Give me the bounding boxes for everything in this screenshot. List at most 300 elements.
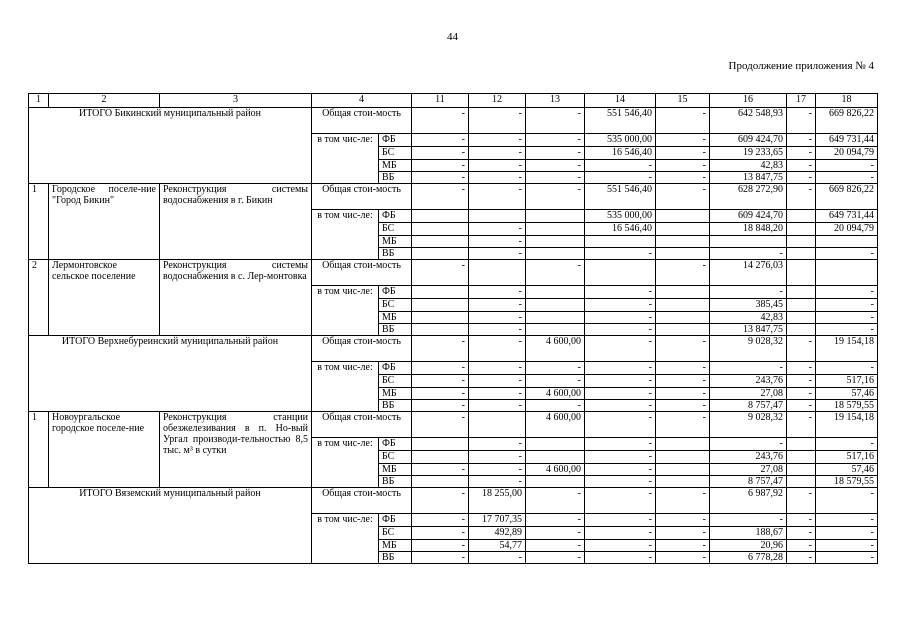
value-cell (787, 312, 816, 324)
value-cell: - (469, 236, 526, 248)
value-cell: - (412, 184, 469, 210)
value-cell: - (469, 400, 526, 412)
value-cell: - (656, 540, 710, 552)
value-cell (412, 476, 469, 488)
value-cell (656, 451, 710, 464)
value-cell: - (585, 299, 656, 312)
value-cell: 54,77 (469, 540, 526, 552)
value-cell: - (656, 400, 710, 412)
value-cell: - (787, 514, 816, 527)
value-cell: - (469, 172, 526, 184)
value-cell: - (412, 134, 469, 147)
value-cell (656, 324, 710, 336)
value-cell: - (656, 552, 710, 564)
value-cell: - (656, 375, 710, 388)
value-cell: 9 028,32 (710, 412, 787, 438)
total-cost-label: Общая стои-мость (312, 488, 412, 514)
value-cell: - (469, 336, 526, 362)
value-cell: - (469, 312, 526, 324)
value-cell (526, 451, 585, 464)
including-label: в том чис-ле: (312, 362, 379, 412)
value-cell: - (656, 172, 710, 184)
value-cell (787, 299, 816, 312)
including-label: в том чис-ле: (312, 438, 379, 488)
value-cell: 20 094,79 (816, 147, 878, 160)
value-cell: - (469, 451, 526, 464)
value-cell: - (585, 336, 656, 362)
value-cell: - (656, 488, 710, 514)
value-cell: - (787, 184, 816, 210)
value-cell: - (469, 147, 526, 160)
column-header: 1 (29, 94, 49, 108)
value-cell: 535 000,00 (585, 210, 656, 223)
fund-code: МБ (379, 464, 412, 476)
fund-code: БС (379, 527, 412, 540)
column-header: 11 (412, 94, 469, 108)
value-cell: - (469, 464, 526, 476)
value-cell: - (526, 514, 585, 527)
value-cell (787, 286, 816, 299)
value-cell (656, 210, 710, 223)
value-cell (656, 236, 710, 248)
value-cell: - (469, 552, 526, 564)
value-cell: - (816, 248, 878, 260)
district-total-label: ИТОГО Бикинский муниципальный район (29, 108, 312, 184)
value-cell: - (526, 184, 585, 210)
value-cell: 8 757,47 (710, 476, 787, 488)
including-label: в том чис-ле: (312, 134, 379, 184)
value-cell: - (585, 464, 656, 476)
value-cell: 20 094,79 (816, 223, 878, 236)
value-cell: 17 707,35 (469, 514, 526, 527)
value-cell: 551 546,40 (585, 184, 656, 210)
value-cell: - (526, 488, 585, 514)
fund-code: БС (379, 147, 412, 160)
value-cell (656, 312, 710, 324)
value-cell: - (656, 362, 710, 375)
value-cell: - (656, 260, 710, 286)
column-header: 13 (526, 94, 585, 108)
value-cell: - (526, 134, 585, 147)
value-cell: - (656, 514, 710, 527)
column-header: 14 (585, 94, 656, 108)
value-cell (412, 248, 469, 260)
value-cell (412, 438, 469, 451)
value-cell (656, 286, 710, 299)
value-cell: - (787, 488, 816, 514)
value-cell (816, 236, 878, 248)
value-cell: - (412, 552, 469, 564)
value-cell: - (526, 108, 585, 134)
fund-code: ФБ (379, 438, 412, 451)
value-cell: - (585, 540, 656, 552)
value-cell (787, 236, 816, 248)
district-total-label: ИТОГО Верхнебуреинский муниципальный район (29, 336, 312, 412)
value-cell: - (469, 223, 526, 236)
value-cell: - (816, 286, 878, 299)
value-cell (787, 260, 816, 286)
value-cell: - (412, 400, 469, 412)
value-cell: 492,89 (469, 527, 526, 540)
value-cell (656, 464, 710, 476)
fund-code: МБ (379, 160, 412, 172)
value-cell: 42,83 (710, 312, 787, 324)
value-cell: - (526, 527, 585, 540)
value-cell (412, 210, 469, 223)
value-cell: 13 847,75 (710, 172, 787, 184)
value-cell: - (412, 527, 469, 540)
value-cell: - (816, 172, 878, 184)
value-cell: - (412, 108, 469, 134)
value-cell: 19 154,18 (816, 412, 878, 438)
value-cell: - (816, 362, 878, 375)
value-cell: 8 757,47 (710, 400, 787, 412)
value-cell: 9 028,32 (710, 336, 787, 362)
value-cell (526, 312, 585, 324)
value-cell (526, 286, 585, 299)
column-header: 16 (710, 94, 787, 108)
value-cell: - (585, 375, 656, 388)
fund-code: ФБ (379, 362, 412, 375)
value-cell: - (585, 172, 656, 184)
value-cell: - (816, 438, 878, 451)
value-cell: - (787, 552, 816, 564)
total-row (29, 336, 878, 362)
value-cell: - (412, 147, 469, 160)
appendix-continuation: Продолжение приложения № 4 (728, 60, 874, 72)
value-cell: - (526, 375, 585, 388)
value-cell (526, 324, 585, 336)
value-cell (816, 260, 878, 286)
value-cell: 609 424,70 (710, 210, 787, 223)
value-cell (787, 210, 816, 223)
value-cell: - (656, 160, 710, 172)
value-cell: - (469, 299, 526, 312)
value-cell: 649 731,44 (816, 210, 878, 223)
value-cell: - (656, 147, 710, 160)
value-cell: - (585, 514, 656, 527)
value-cell: - (710, 286, 787, 299)
value-cell: - (656, 388, 710, 400)
budget-table (28, 93, 878, 564)
column-header: 15 (656, 94, 710, 108)
value-cell: 517,16 (816, 451, 878, 464)
value-cell: - (787, 336, 816, 362)
value-cell: - (585, 312, 656, 324)
value-cell (787, 476, 816, 488)
value-cell: - (469, 362, 526, 375)
value-cell: - (469, 438, 526, 451)
value-cell: - (816, 324, 878, 336)
value-cell: 16 546,40 (585, 223, 656, 236)
value-cell (787, 223, 816, 236)
value-cell (526, 210, 585, 223)
value-cell (787, 451, 816, 464)
total-row (29, 488, 878, 514)
value-cell: 649 731,44 (816, 134, 878, 147)
value-cell: - (585, 488, 656, 514)
value-cell (526, 223, 585, 236)
value-cell: - (412, 464, 469, 476)
value-cell: 642 548,93 (710, 108, 787, 134)
value-cell: - (469, 375, 526, 388)
fund-code: МБ (379, 312, 412, 324)
value-cell: - (412, 172, 469, 184)
value-cell (526, 299, 585, 312)
column-header: 4 (312, 94, 412, 108)
project-name: Реконструкция системы водоснабжения в с. Лер-монтовка (160, 260, 312, 336)
value-cell: - (816, 552, 878, 564)
value-cell: - (816, 299, 878, 312)
row-number: 1 (29, 184, 49, 260)
fund-code: ВБ (379, 400, 412, 412)
value-cell: - (656, 108, 710, 134)
fund-code: ФБ (379, 286, 412, 299)
fund-code: ВБ (379, 552, 412, 564)
value-cell: - (787, 160, 816, 172)
value-cell: 243,76 (710, 375, 787, 388)
value-cell: - (787, 108, 816, 134)
value-cell: 628 272,90 (710, 184, 787, 210)
value-cell: 18 579,55 (816, 476, 878, 488)
including-label: в том чис-ле: (312, 514, 379, 564)
value-cell (787, 438, 816, 451)
total-cost-label: Общая стои-мость (312, 260, 412, 286)
value-cell: - (526, 172, 585, 184)
column-header: 12 (469, 94, 526, 108)
value-cell: - (412, 388, 469, 400)
district-total-label: ИТОГО Вяземский муниципальный район (29, 488, 312, 564)
value-cell: 57,46 (816, 464, 878, 476)
fund-code: ВБ (379, 324, 412, 336)
value-cell: - (412, 540, 469, 552)
value-cell: - (412, 260, 469, 286)
value-cell: 4 600,00 (526, 464, 585, 476)
value-cell: - (585, 476, 656, 488)
fund-code: ВБ (379, 248, 412, 260)
including-label: в том чис-ле: (312, 286, 379, 336)
table-row (29, 412, 878, 438)
value-cell: 609 424,70 (710, 134, 787, 147)
total-cost-label: Общая стои-мость (312, 184, 412, 210)
value-cell: 16 546,40 (585, 147, 656, 160)
value-cell: 6 778,28 (710, 552, 787, 564)
value-cell (585, 236, 656, 248)
fund-code: ФБ (379, 134, 412, 147)
value-cell (412, 451, 469, 464)
value-cell: 669 826,22 (816, 184, 878, 210)
value-cell: - (526, 540, 585, 552)
value-cell: - (469, 324, 526, 336)
value-cell: - (816, 514, 878, 527)
value-cell (787, 248, 816, 260)
value-cell (412, 223, 469, 236)
column-header: 3 (160, 94, 312, 108)
value-cell: 42,83 (710, 160, 787, 172)
value-cell: - (585, 388, 656, 400)
page-number: 44 (447, 31, 458, 43)
value-cell: - (710, 438, 787, 451)
value-cell (656, 248, 710, 260)
value-cell: - (585, 324, 656, 336)
value-cell: - (710, 514, 787, 527)
value-cell: - (816, 540, 878, 552)
value-cell: - (469, 160, 526, 172)
value-cell: 551 546,40 (585, 108, 656, 134)
value-cell (656, 299, 710, 312)
project-name: Реконструкция станции обезжелезивания в п. Но-вый Ургал производи-тельностью 8,5 тыс. м³ в сутки (160, 412, 312, 488)
value-cell: - (710, 362, 787, 375)
table-row (29, 184, 878, 210)
value-cell: - (585, 160, 656, 172)
value-cell: - (656, 527, 710, 540)
settlement-name: Городское поселе-ние "Город Бикин" (49, 184, 160, 260)
fund-code: БС (379, 375, 412, 388)
fund-code: ВБ (379, 172, 412, 184)
value-cell (469, 412, 526, 438)
value-cell: - (412, 336, 469, 362)
value-cell: - (526, 400, 585, 412)
table-header-row (29, 94, 878, 108)
settlement-name: Лермонтовское сельское поселение (49, 260, 160, 336)
value-cell: - (585, 362, 656, 375)
value-cell: - (787, 172, 816, 184)
table-row (29, 260, 878, 286)
value-cell: 18 848,20 (710, 223, 787, 236)
value-cell (656, 438, 710, 451)
value-cell: - (710, 248, 787, 260)
fund-code: ФБ (379, 514, 412, 527)
fund-code: МБ (379, 540, 412, 552)
value-cell (585, 260, 656, 286)
value-cell: 4 600,00 (526, 388, 585, 400)
value-cell (469, 260, 526, 286)
value-cell: - (787, 147, 816, 160)
value-cell: - (585, 451, 656, 464)
value-cell: - (656, 134, 710, 147)
value-cell: - (656, 336, 710, 362)
value-cell: - (469, 476, 526, 488)
value-cell: 14 276,03 (710, 260, 787, 286)
value-cell (526, 236, 585, 248)
value-cell: 18 579,55 (816, 400, 878, 412)
value-cell (526, 248, 585, 260)
value-cell (526, 438, 585, 451)
value-cell: - (526, 260, 585, 286)
value-cell: 669 826,22 (816, 108, 878, 134)
value-cell: - (816, 312, 878, 324)
settlement-name: Новоургальское городское поселе-ние (49, 412, 160, 488)
value-cell: - (585, 438, 656, 451)
value-cell: 4 600,00 (526, 412, 585, 438)
value-cell: - (787, 400, 816, 412)
value-cell (710, 236, 787, 248)
value-cell: - (526, 160, 585, 172)
value-cell: - (412, 514, 469, 527)
total-cost-label: Общая стои-мость (312, 412, 412, 438)
value-cell: 517,16 (816, 375, 878, 388)
value-cell: - (412, 488, 469, 514)
value-cell: 385,45 (710, 299, 787, 312)
value-cell: - (816, 527, 878, 540)
value-cell: - (787, 362, 816, 375)
fund-code: БС (379, 223, 412, 236)
value-cell: - (585, 412, 656, 438)
value-cell: - (412, 412, 469, 438)
fund-code: БС (379, 299, 412, 312)
row-number: 1 (29, 412, 49, 488)
fund-code: ВБ (379, 476, 412, 488)
value-cell: - (787, 388, 816, 400)
value-cell: 18 255,00 (469, 488, 526, 514)
value-cell (412, 286, 469, 299)
value-cell: - (412, 375, 469, 388)
value-cell (412, 299, 469, 312)
value-cell: - (526, 552, 585, 564)
value-cell: 57,46 (816, 388, 878, 400)
total-cost-label: Общая стои-мость (312, 108, 412, 134)
value-cell (469, 210, 526, 223)
column-header: 2 (49, 94, 160, 108)
value-cell: 27,08 (710, 464, 787, 476)
value-cell: - (469, 108, 526, 134)
value-cell: 535 000,00 (585, 134, 656, 147)
value-cell (656, 223, 710, 236)
value-cell: - (526, 147, 585, 160)
value-cell: 188,67 (710, 527, 787, 540)
value-cell: 4 600,00 (526, 336, 585, 362)
value-cell: - (816, 488, 878, 514)
value-cell: - (787, 527, 816, 540)
value-cell: - (469, 184, 526, 210)
value-cell: - (656, 412, 710, 438)
value-cell: 19 233,65 (710, 147, 787, 160)
value-cell (412, 236, 469, 248)
total-cost-label: Общая стои-мость (312, 336, 412, 362)
value-cell (526, 476, 585, 488)
project-name: Реконструкция системы водоснабжения в г. Бикин (160, 184, 312, 260)
value-cell: 27,08 (710, 388, 787, 400)
value-cell (412, 324, 469, 336)
value-cell (412, 312, 469, 324)
value-cell: - (526, 362, 585, 375)
fund-code: БС (379, 451, 412, 464)
value-cell: - (469, 134, 526, 147)
value-cell: - (469, 286, 526, 299)
value-cell: 20,96 (710, 540, 787, 552)
fund-code: МБ (379, 236, 412, 248)
fund-code: ФБ (379, 210, 412, 223)
value-cell: - (787, 412, 816, 438)
value-cell: - (412, 362, 469, 375)
value-cell (787, 464, 816, 476)
value-cell: 13 847,75 (710, 324, 787, 336)
fund-code: МБ (379, 388, 412, 400)
total-row (29, 108, 878, 134)
value-cell: - (656, 184, 710, 210)
value-cell: - (816, 160, 878, 172)
value-cell: 6 987,92 (710, 488, 787, 514)
value-cell: - (787, 540, 816, 552)
value-cell: - (787, 134, 816, 147)
including-label: в том чис-ле: (312, 210, 379, 260)
value-cell: - (585, 552, 656, 564)
value-cell (787, 324, 816, 336)
value-cell: - (585, 248, 656, 260)
value-cell: 19 154,18 (816, 336, 878, 362)
column-header: 17 (787, 94, 816, 108)
value-cell: - (787, 375, 816, 388)
